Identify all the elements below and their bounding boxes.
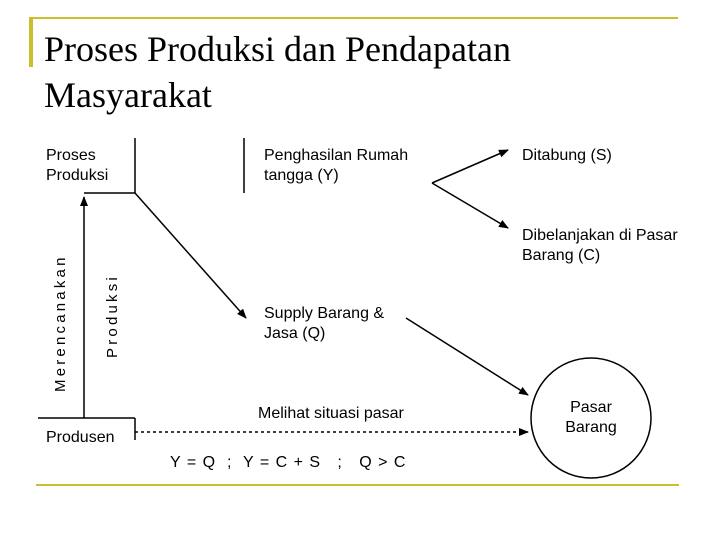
equation: Y = Q ; Y = C + S ; Q > C [170,454,407,471]
node-melihat: Melihat situasi pasar [258,405,404,422]
produksi-arrow [135,193,246,318]
arrow-to-dibelanjakan [432,183,508,228]
node-produsen: Produsen [46,429,115,446]
node-ditabung: Ditabung (S) [522,147,612,164]
node-penghasilan: Penghasilan Rumah tangga (Y) [264,147,409,184]
node-supply: Supply Barang & Jasa (Q) [264,305,385,342]
arrow-supply-to-pasar [406,318,528,395]
node-pasar-barang: Pasar Barang [565,399,617,436]
node-dibelanjakan: Dibelanjakan di Pasar Barang (C) [522,227,678,264]
node-proses-produksi: Proses Produksi [46,147,109,184]
page-title: Proses Produksi dan Pendapatan Masyarakat [44,29,511,115]
vertical-label-merencanakan: Merencanakan [52,254,69,392]
vertical-label-produksi: Produksi [104,274,121,358]
